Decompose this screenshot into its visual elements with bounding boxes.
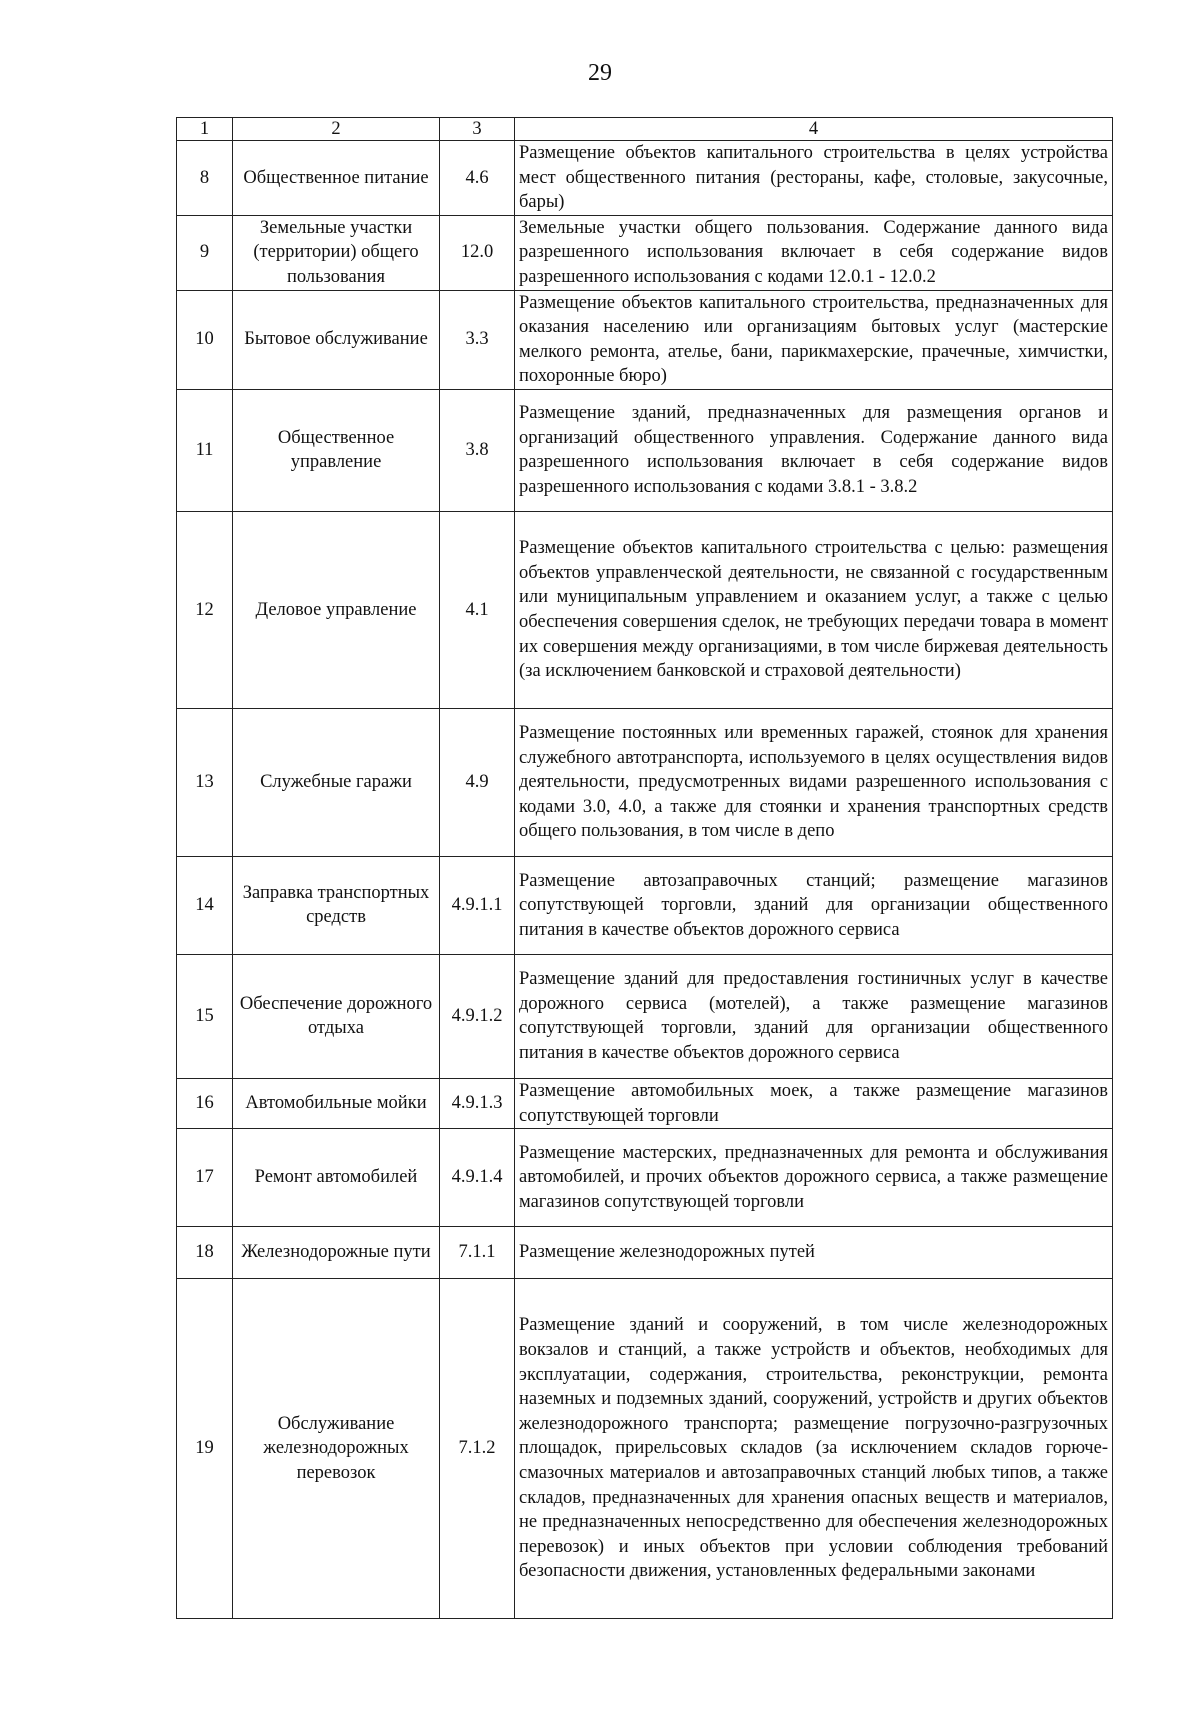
- row-number: 12: [177, 511, 233, 708]
- use-type-description: Размещение объектов капитального строительства с целью: размещения объектов управленческой деятельности, не связанной с государственным или муниципальным управлением и оказанием услуг, а также с целью обеспечения совершения сделок, не требующих передачи товара в момент их совершения между организациями, в том числе биржевая деятельность (за исключением банковской и страховой деятельности): [515, 511, 1113, 708]
- use-type-code: 4.1: [440, 511, 515, 708]
- row-number: 15: [177, 954, 233, 1078]
- row-number: 14: [177, 856, 233, 954]
- use-type-name: Общественное питание: [233, 141, 440, 216]
- use-type-description: Земельные участки общего пользования. Содержание данного вида разрешенного использования включает в себя содержание видов разрешенного использования с кодами 12.0.1 - 12.0.2: [515, 215, 1113, 290]
- use-type-name: Ремонт автомобилей: [233, 1129, 440, 1227]
- use-type-description: Размещение зданий и сооружений, в том числе железнодорожных вокзалов и станций, а также устройств и объектов, необходимых для эксплуатации, содержания, строительства, реконструкции, ремонта наземных и подземных зданий, сооружений, устройств и других объектов железнодорожного транспорта; размещение погрузочно-разгрузочных площадок, прирельсовых складов (за исключением складов горюче-смазочных материалов и автозаправочных станций любых типов, а также складов, предназначенных для хранения опасных веществ и материалов, не предназначенных непосредственно для обеспечения железнодорожных перевозок) и иных объектов при условии соблюдения требований безопасности движения, установленных федеральными законами: [515, 1279, 1113, 1619]
- use-type-name: Автомобильные мойки: [233, 1078, 440, 1128]
- use-type-description: Размещение объектов капитального строительства, предназначенных для оказания населению или организациям бытовых услуг (мастерские мелкого ремонта, ателье, бани, парикмахерские, прачечные, химчистки, похоронные бюро): [515, 290, 1113, 389]
- use-type-description: Размещение постоянных или временных гаражей, стоянок для хранения служебного автотранспорта, используемого в целях осуществления видов деятельности, предусмотренных видами разрешенного использования с кодами 3.0, 4.0, а также для стоянки и хранения транспортных средств общего пользования, в том числе в депо: [515, 708, 1113, 856]
- table-row: [177, 290, 1113, 389]
- use-type-name: Заправка транспортных средств: [233, 856, 440, 954]
- table-header-row: [177, 118, 1113, 141]
- use-type-name: Обеспечение дорожного отдыха: [233, 954, 440, 1078]
- row-number: 16: [177, 1078, 233, 1128]
- use-type-name: Земельные участки (территории) общего пользования: [233, 215, 440, 290]
- use-type-code: 4.9.1.3: [440, 1078, 515, 1128]
- use-type-description: Размещение зданий для предоставления гостиничных услуг в качестве дорожного сервиса (мотелей), а также размещение магазинов сопутствующей торговли, зданий для организации общественного питания в качестве объектов дорожного сервиса: [515, 954, 1113, 1078]
- use-type-code: 4.9: [440, 708, 515, 856]
- use-type-description: Размещение автомобильных моек, а также размещение магазинов сопутствующей торговли: [515, 1078, 1113, 1128]
- use-type-description: Размещение автозаправочных станций; размещение магазинов сопутствующей торговли, зданий для организации общественного питания в качестве объектов дорожного сервиса: [515, 856, 1113, 954]
- use-type-code: 4.9.1.1: [440, 856, 515, 954]
- table-row: [177, 1078, 1113, 1128]
- header-col-1: 1: [177, 118, 233, 141]
- table-row: [177, 954, 1113, 1078]
- table-row: [177, 1279, 1113, 1619]
- use-type-code: 7.1.2: [440, 1279, 515, 1619]
- row-number: 10: [177, 290, 233, 389]
- use-type-code: 4.6: [440, 141, 515, 216]
- row-number: 9: [177, 215, 233, 290]
- header-col-3: 3: [440, 118, 515, 141]
- use-type-name: Служебные гаражи: [233, 708, 440, 856]
- use-type-code: 7.1.1: [440, 1227, 515, 1279]
- row-number: 13: [177, 708, 233, 856]
- row-number: 18: [177, 1227, 233, 1279]
- table-row: [177, 511, 1113, 708]
- header-col-4: 4: [515, 118, 1113, 141]
- use-type-code: 3.8: [440, 389, 515, 511]
- table-row: [177, 856, 1113, 954]
- land-use-table: [176, 117, 1113, 1619]
- use-type-code: 4.9.1.4: [440, 1129, 515, 1227]
- use-type-description: Размещение объектов капитального строительства в целях устройства мест общественного питания (рестораны, кафе, столовые, закусочные, бары): [515, 141, 1113, 216]
- use-type-code: 3.3: [440, 290, 515, 389]
- use-type-name: Деловое управление: [233, 511, 440, 708]
- use-type-name: Общественное управление: [233, 389, 440, 511]
- use-type-description: Размещение зданий, предназначенных для размещения органов и организаций общественного управления. Содержание данного вида разрешенного использования включает в себя содержание видов разрешенного использования с кодами 3.8.1 - 3.8.2: [515, 389, 1113, 511]
- use-type-code: 12.0: [440, 215, 515, 290]
- use-type-description: Размещение железнодорожных путей: [515, 1227, 1113, 1279]
- use-type-name: Обслуживание железнодорожных перевозок: [233, 1279, 440, 1619]
- row-number: 11: [177, 389, 233, 511]
- table-row: [177, 389, 1113, 511]
- row-number: 8: [177, 141, 233, 216]
- row-number: 17: [177, 1129, 233, 1227]
- header-col-2: 2: [233, 118, 440, 141]
- row-number: 19: [177, 1279, 233, 1619]
- table-row: [177, 141, 1113, 216]
- use-type-code: 4.9.1.2: [440, 954, 515, 1078]
- use-type-description: Размещение мастерских, предназначенных для ремонта и обслуживания автомобилей, и прочих объектов дорожного сервиса, а также размещение магазинов сопутствующей торговли: [515, 1129, 1113, 1227]
- table-row: [177, 708, 1113, 856]
- use-type-name: Бытовое обслуживание: [233, 290, 440, 389]
- page-number: 29: [588, 60, 612, 86]
- use-type-name: Железнодорожные пути: [233, 1227, 440, 1279]
- table-row: [177, 215, 1113, 290]
- table-row: [177, 1129, 1113, 1227]
- table-row: [177, 1227, 1113, 1279]
